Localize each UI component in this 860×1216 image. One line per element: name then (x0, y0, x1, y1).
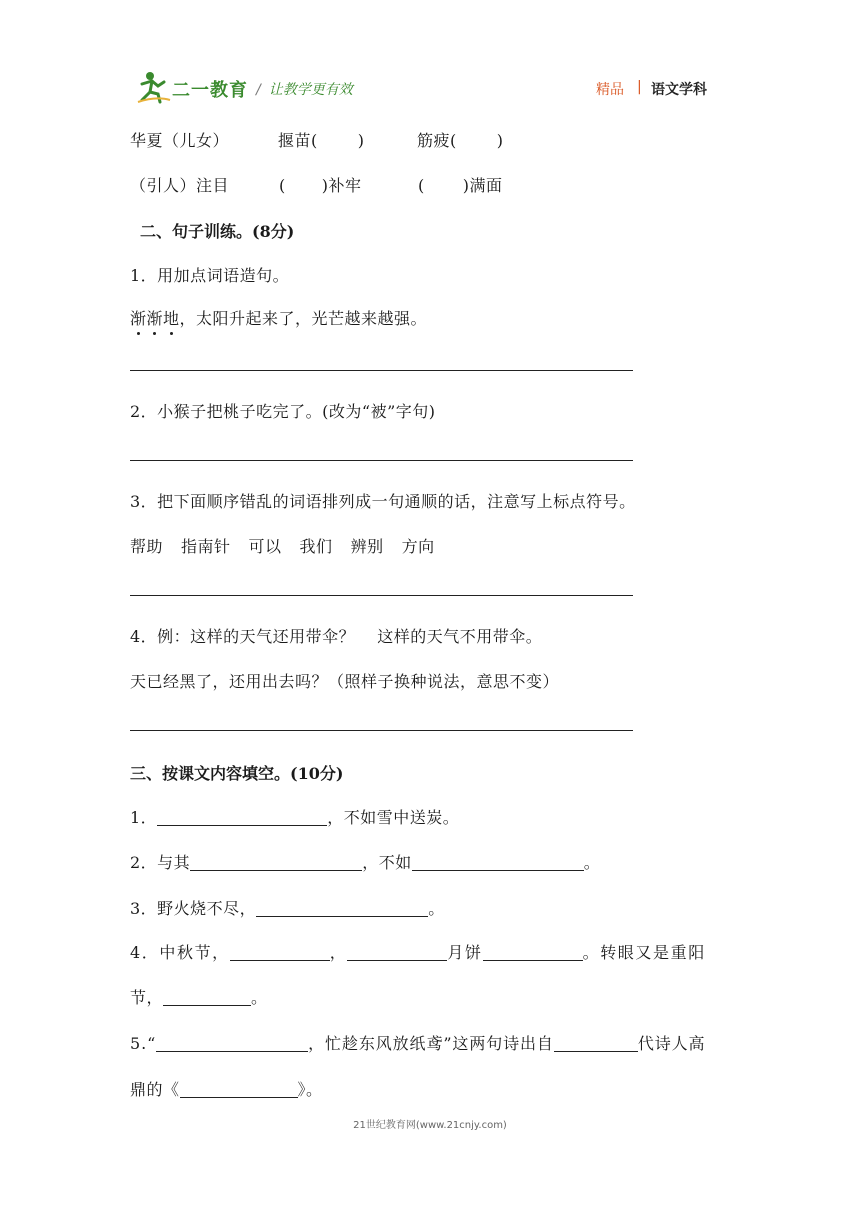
quality-label: 精品 (596, 82, 624, 98)
blank[interactable] (180, 1081, 298, 1098)
logo-text: 二一教育 (172, 80, 248, 101)
blank[interactable] (347, 944, 447, 961)
fill-word-4: （引人）注目 (130, 176, 230, 195)
fill-word-1: 华夏（儿女） (130, 131, 230, 150)
blank[interactable] (554, 1035, 638, 1052)
q1-sentence: 渐渐地，太阳升起来了，光芒越来越强。 (130, 306, 427, 329)
answer-line[interactable] (130, 370, 633, 371)
fill-line-5: 5.“ ，忙趁东风放纸鸢”这两句诗出自 代诗人高 (130, 1034, 706, 1053)
fill-word-5: ( )补牢 (279, 176, 362, 195)
scrambled-word: 我们 (299, 537, 333, 556)
scrambled-word: 指南针 (181, 537, 231, 556)
tagline-slash: / (256, 82, 261, 98)
answer-line[interactable] (130, 595, 633, 596)
dotted-char: 地 (163, 306, 180, 329)
blank[interactable] (156, 1035, 308, 1052)
fill-line-3: 3．野火烧不尽， 。 (130, 899, 445, 918)
blank[interactable] (412, 854, 584, 871)
footer: 21世纪教育网(www.21cnjy.com) (353, 1120, 507, 1131)
tagline-text: 让教学更有效 (268, 82, 353, 98)
section3-title: 三、按课文内容填空。(10分) (130, 764, 344, 783)
fill-word-6: ( )满面 (418, 176, 503, 195)
scrambled-word: 可以 (248, 537, 282, 556)
answer-line[interactable] (130, 460, 633, 461)
q4-question: 天已经黑了，还用出去吗？（照样子换种说法，意思不变） (130, 672, 560, 691)
q4-example: 4．例：这样的天气还用带伞？ 这样的天气不用带伞。 (130, 627, 543, 646)
fill-line-2: 2．与其 ，不如 。 (130, 853, 601, 872)
q1-prompt: 1．用加点词语造句。 (130, 266, 290, 285)
fill-line-4: 4．中秋节， ， 月饼 。转眼又是重阳 (130, 943, 706, 962)
blank[interactable] (157, 809, 327, 826)
dotted-char: 渐 (130, 306, 147, 329)
q3-word-list (130, 534, 435, 557)
tagline (256, 79, 353, 99)
blank[interactable] (256, 900, 428, 917)
q3-prompt: 3．把下面顺序错乱的词语排列成一句通顺的话，注意写上标点符号。 (130, 492, 636, 511)
dotted-char: 渐 (147, 306, 164, 329)
scrambled-word: 辨别 (350, 537, 384, 556)
scrambled-word: 方向 (401, 537, 435, 556)
fill-line-1: 1． ，不如雪中送炭。 (130, 808, 460, 827)
header-separator: | (637, 79, 642, 95)
blank[interactable] (190, 854, 362, 871)
logo (136, 70, 248, 106)
q2-prompt: 2．小猴子把桃子吃完了。(改为“被”字句) (130, 402, 436, 421)
blank[interactable] (163, 989, 251, 1006)
fill-word-3: 筋疲( ) (417, 131, 504, 150)
fill-line-4b: 节， 。 (130, 988, 268, 1007)
blank[interactable] (230, 944, 330, 961)
subject-label: 语文学科 (651, 82, 707, 98)
fill-line-5b: 鼎的《 》。 (130, 1080, 323, 1099)
section2-title: 二、句子训练。(8分) (140, 222, 295, 241)
scrambled-word: 帮助 (130, 537, 164, 556)
answer-line[interactable] (130, 730, 633, 731)
blank[interactable] (483, 944, 583, 961)
fill-word-2: 揠苗( ) (278, 131, 365, 150)
